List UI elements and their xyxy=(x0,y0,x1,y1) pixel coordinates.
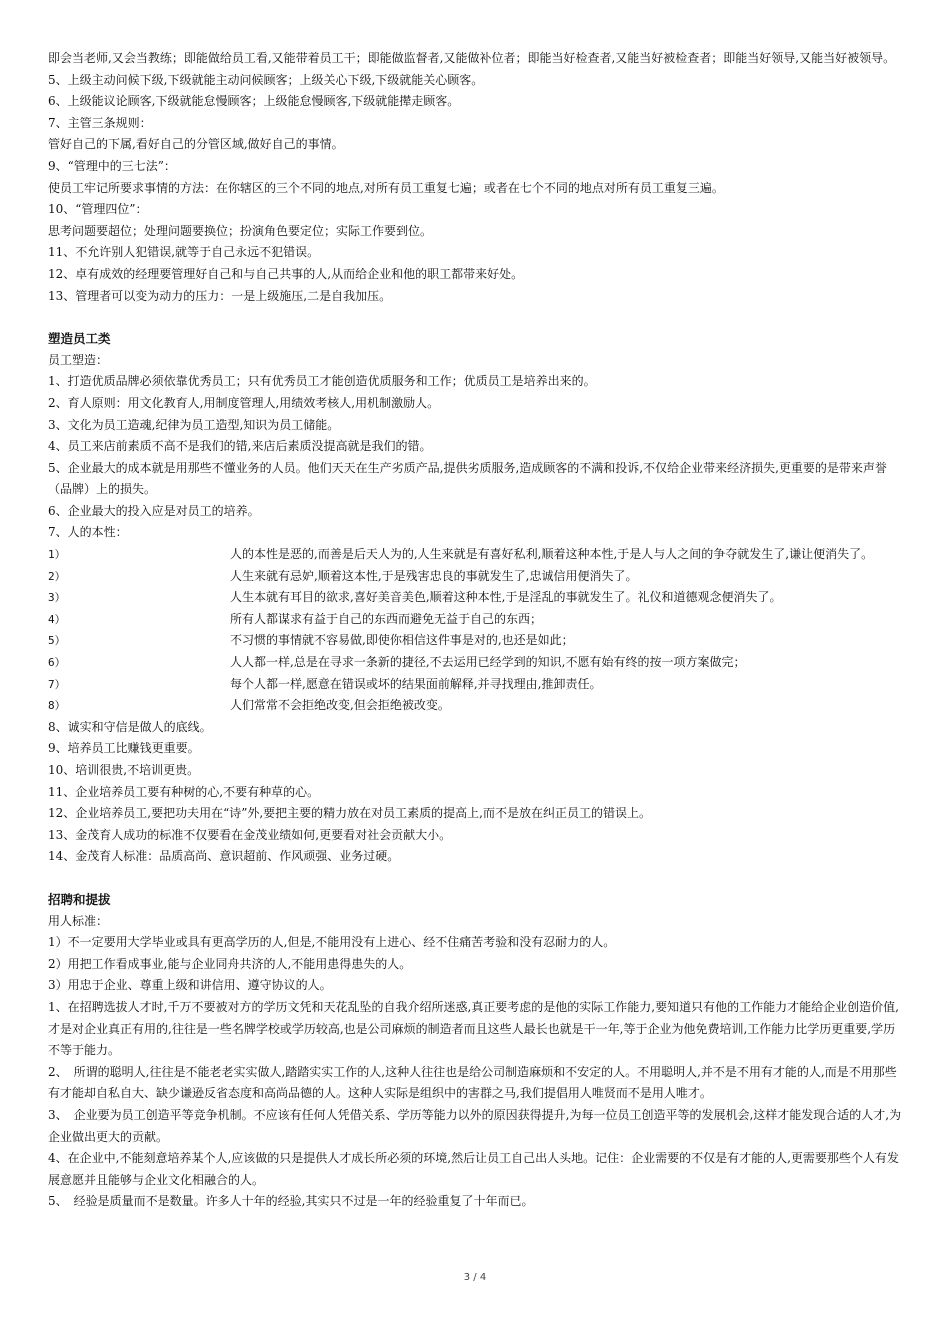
paragraph: 员工塑造： xyxy=(48,352,109,367)
list-item xyxy=(48,630,904,652)
list-item-number: 3） xyxy=(48,591,66,605)
paragraph: 10、“管理四位”： xyxy=(48,202,148,217)
paragraph: 3、 企业要为员工创造平等竞争机制。不应该有任何人凭借关系、学历等能力以外的原因获得提升,为每一位员工创造平等的发展机会,这样才能发现合适的人才,为企业做出更大的贡献。 xyxy=(48,1107,902,1144)
list-item-number: 7） xyxy=(48,677,66,691)
section-heading: 招聘和提拔 xyxy=(48,891,111,907)
paragraph: 管好自己的下属,看好自己的分管区域,做好自己的事情。 xyxy=(48,137,344,152)
list-item-text: 人们常常不会拒绝改变,但会拒绝被改变。 xyxy=(230,698,450,713)
paragraph: 4、在企业中,不能刻意培养某个人,应该做的只是提供人才成长所必须的环境,然后让员工自己出人头地。记住：企业需要的不仅是有才能的人,更需要那些个人有发展意愿并且能够与企业文化相融合的人。 xyxy=(48,1151,899,1187)
paragraph: 用人标准： xyxy=(48,913,109,928)
document-body xyxy=(48,48,904,1213)
paragraph: 9、“管理中的三七法”： xyxy=(48,158,176,173)
paragraph: 2、 所谓的聪明人,往往是不能老老实实做人,踏踏实实工作的人,这种人往往也是给公司制造麻烦和不安定的人。不用聪明人,并不是不用有才能的人,而是不用那些有才能却自私自大、缺少谦逊反省态度和高尚品德的人。这种人实际是组织中的害群之马,我们提倡用人唯贤而不是用人唯才。 xyxy=(48,1064,897,1101)
paragraph: 13、金茂育人成功的标准不仅要看在金茂业绩如何,更要看对社会贡献大小。 xyxy=(48,827,452,842)
paragraph: 3、文化为员工造魂,纪律为员工造型,知识为员工储能。 xyxy=(48,417,340,432)
page-number: 3 / 4 xyxy=(463,1272,487,1283)
paragraph: 5、企业最大的成本就是用那些不懂业务的人员。他们天天在生产劣质产品,提供劣质服务,造成顾客的不满和投诉,不仅给企业带来经济损失,更重要的是带来声誉（品牌）上的损失。 xyxy=(48,460,887,497)
paragraph: 6、企业最大的投入应是对员工的培养。 xyxy=(48,503,260,518)
paragraph: 8、诚实和守信是做人的底线。 xyxy=(48,719,212,734)
list-item-number: 8） xyxy=(48,699,66,713)
paragraph: 思考问题要超位；处理问题要换位；扮演角色要定位；实际工作要到位。 xyxy=(48,223,433,238)
section-heading: 塑造员工类 xyxy=(48,331,111,347)
list-item-text: 不习惯的事情就不容易做,即使你相信这件事是对的,也还是如此； xyxy=(230,633,574,648)
list-item-text: 人的本性是恶的,而善是后天人为的,人生来就是有喜好私利,顺着这种本性,于是人与人之间的争夺就发生了,谦让便消失了。 xyxy=(230,547,874,562)
intro-block xyxy=(48,48,904,307)
paragraph: 即会当老师,又会当教练；即能做给员工看,又能带着员工干；即能做监督者,又能做补位者；即能当好检查者,又能当好被检查者；即能当好领导,又能当好被领导。 xyxy=(48,51,896,65)
paragraph: 1、在招聘选拔人才时,千万不要被对方的学历文凭和天花乱坠的自我介绍所迷惑,真正要考虑的是他的实际工作能力,要知道只有他的工作能力才能给企业创造价值,才是对企业真正有用的,往往是一些名牌学校或学历较高,也是公司麻烦的制造者而且这些人最长也就是干一年,等于企业为他免费培训,工作能力比学历更重要,学历不等于能力。 xyxy=(48,999,899,1058)
list-item-number: 1） xyxy=(48,548,66,562)
paragraph: 12、企业培养员工,要把功夫用在“诗”外,要把主要的精力放在对员工素质的提高上,而不是放在纠正员工的错误上。 xyxy=(48,806,651,821)
paragraph: 1、打造优质品牌必须依靠优秀员工；只有优秀员工才能创造优质服务和工作；优质员工是培养出来的。 xyxy=(48,374,596,389)
list-item xyxy=(48,544,904,566)
paragraph: 7、人的本性： xyxy=(48,525,128,540)
paragraph: 11、企业培养员工要有种树的心,不要有种草的心。 xyxy=(48,784,320,799)
list-item-number: 2） xyxy=(48,569,66,583)
list-item-text: 人生来就有忌妒,顺着这本性,于是残害忠良的事就发生了,忠诚信用便消失了。 xyxy=(230,568,638,583)
human-nature-list xyxy=(48,544,904,717)
list-item xyxy=(48,695,904,717)
list-item-number: 5） xyxy=(48,634,66,648)
paragraph: 9、培养员工比赚钱更重要。 xyxy=(48,741,200,756)
list-item xyxy=(48,609,904,631)
paragraph: 5、 经验是质量而不是数量。许多人十年的经验,其实只不过是一年的经验重复了十年而已。 xyxy=(48,1194,534,1209)
paragraph: 2、育人原则：用文化教育人,用制度管理人,用绩效考核人,用机制激励人。 xyxy=(48,395,440,410)
list-item xyxy=(48,566,904,588)
paragraph: 使员工牢记所要求事情的方法：在你辖区的三个不同的地点,对所有员工重复七遍；或者在七个不同的地点对所有员工重复三遍。 xyxy=(48,180,724,195)
paragraph: 6、上级能议论顾客,下级就能怠慢顾客；上级能怠慢顾客,下级就能撵走顾客。 xyxy=(48,94,460,109)
list-item-number: 6） xyxy=(48,656,66,670)
list-item xyxy=(48,587,904,609)
list-item-text: 所有人都谋求有益于自己的东西而避免无益于自己的东西； xyxy=(230,611,543,626)
paragraph: 14、金茂育人标准：品质高尚、意识超前、作风顽强、业务过硬。 xyxy=(48,849,400,864)
paragraph: 7、主管三条规则： xyxy=(48,115,152,130)
paragraph: 11、不允许别人犯错误,就等于自己永远不犯错误。 xyxy=(48,245,320,260)
paragraph: 10、培训很贵,不培训更贵。 xyxy=(48,763,200,777)
list-item xyxy=(48,652,904,674)
paragraph: 4、员工来店前素质不高不是我们的错,来店后素质没提高就是我们的错。 xyxy=(48,439,432,454)
paragraph: 3）用忠于企业、尊重上级和讲信用、遵守协议的人。 xyxy=(48,978,332,993)
list-item-text: 人生本就有耳目的欲求,喜好美音美色,顺着这种本性,于是淫乱的事就发生了。礼仪和道德观念便消失了。 xyxy=(230,590,782,605)
list-item-text: 每个人都一样,愿意在错误或坏的结果面前解释,并寻找理由,推卸责任。 xyxy=(230,676,602,691)
paragraph: 13、管理者可以变为动力的压力：一是上级施压,二是自我加压。 xyxy=(48,288,392,303)
paragraph: 12、卓有成效的经理要管理好自己和与自己共事的人,从而给企业和他的职工都带来好处。 xyxy=(48,266,524,281)
paragraph: 5、上级主动问候下级,下级就能主动问候顾客；上级关心下级,下级就能关心顾客。 xyxy=(48,72,484,87)
section-recruit-promote xyxy=(48,889,904,1213)
paragraph: 1）不一定要用大学毕业或具有更高学历的人,但是,不能用没有上进心、经不住痛苦考验和没有忍耐力的人。 xyxy=(48,935,616,950)
list-item-number: 4） xyxy=(48,612,66,626)
paragraph: 2）用把工作看成事业,能与企业同舟共济的人,不能用患得患失的人。 xyxy=(48,956,412,971)
list-item-text: 人人都一样,总是在寻求一条新的捷径,不去运用已经学到的知识,不愿有始有终的按一项方案做完； xyxy=(230,655,746,670)
section-staff-shaping xyxy=(48,328,904,868)
list-item xyxy=(48,674,904,696)
